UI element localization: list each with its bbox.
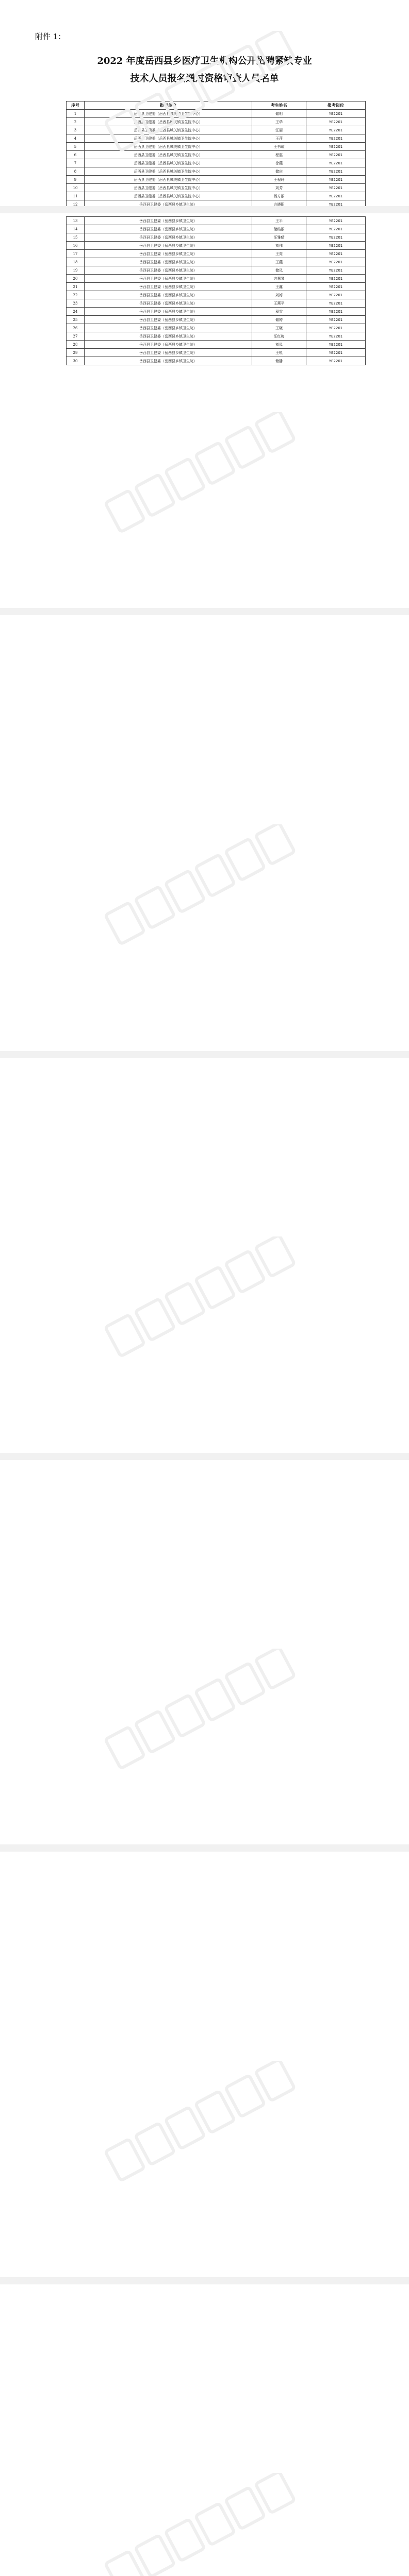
candidate-name: 刘凤	[252, 341, 306, 349]
candidate-name: 王亮	[252, 250, 306, 258]
column-header: 报考岗位	[306, 101, 366, 110]
position-code: YE2201	[306, 316, 366, 324]
column-header: 考生姓名	[252, 101, 306, 110]
table-row	[67, 324, 366, 332]
position-code: YE2201	[306, 291, 366, 299]
applied-unit: 岳西县卫健委（岳西县乡镇卫生院）	[85, 299, 252, 308]
row-number: 16	[67, 242, 85, 250]
table-row	[67, 233, 366, 242]
candidate-name: 储结丽	[252, 225, 306, 233]
document-subtitle: 技术人员报名通过资格审查人员名单	[130, 73, 279, 84]
row-number: 7	[67, 159, 85, 167]
table-row	[67, 291, 366, 299]
applied-unit: 岳西县卫健委（岳西县乡镇卫生院）	[85, 332, 252, 341]
watermark-icon	[93, 1649, 315, 1772]
table-row	[67, 118, 366, 126]
row-number: 18	[67, 258, 85, 266]
row-number: 30	[67, 357, 85, 365]
row-number: 5	[67, 143, 85, 151]
position-code: YE2201	[306, 275, 366, 283]
table-row	[67, 192, 366, 200]
candidate-name: 程雪	[252, 308, 306, 316]
applied-unit: 岳西县卫健委（岳西县乡镇卫生院）	[85, 316, 252, 324]
row-number: 28	[67, 341, 85, 349]
column-header: 序号	[67, 101, 85, 110]
applied-unit: 岳西县卫健委（岳西县城关镇卫生院中心）	[85, 192, 252, 200]
page-separator	[0, 2277, 409, 2284]
position-code: YE2201	[306, 143, 366, 151]
applied-unit: 岳西县卫健委（岳西县城关镇卫生院中心）	[85, 143, 252, 151]
table-row	[67, 250, 366, 258]
row-number: 17	[67, 250, 85, 258]
page-separator	[0, 206, 409, 213]
applied-unit: 岳西县卫健委（岳西县乡镇卫生院）	[85, 217, 252, 225]
table-header-row	[67, 101, 366, 110]
row-number: 21	[67, 283, 85, 291]
position-code: YE2201	[306, 299, 366, 308]
candidate-name: 王书琼	[252, 143, 306, 151]
table-row	[67, 341, 366, 349]
table-row	[67, 258, 366, 266]
row-number: 19	[67, 266, 85, 275]
roster-table	[66, 216, 366, 365]
watermark-icon	[93, 824, 315, 948]
applied-unit: 岳西县卫健委（岳西县乡镇卫生院）	[85, 275, 252, 283]
candidate-name: 汪丽	[252, 126, 306, 134]
position-code: YE2201	[306, 200, 366, 209]
applied-unit: 岳西县卫健委（岳西县城关镇卫生院中心）	[85, 126, 252, 134]
applied-unit: 岳西县卫健委（岳西县乡镇卫生院）	[85, 291, 252, 299]
page-separator	[0, 1453, 409, 1460]
position-code: YE2201	[306, 242, 366, 250]
position-code: YE2201	[306, 233, 366, 242]
applied-unit: 岳西县卫健委（岳西县城关镇卫生院中心）	[85, 134, 252, 143]
table-row	[67, 110, 366, 118]
row-number: 2	[67, 118, 85, 126]
row-number: 3	[67, 126, 85, 134]
position-code: YE2201	[306, 118, 366, 126]
applied-unit: 岳西县卫健委（岳西县乡镇卫生院）	[85, 233, 252, 242]
applied-unit: 岳西县卫健委（岳西县城关镇卫生院中心）	[85, 151, 252, 159]
table-row	[67, 184, 366, 192]
applied-unit: 岳西县卫健委（岳西县乡镇卫生院）	[85, 258, 252, 266]
table-row	[67, 266, 366, 275]
candidate-name: 储静	[252, 357, 306, 365]
candidate-name: 程惠	[252, 151, 306, 159]
row-number: 4	[67, 134, 85, 143]
candidate-name: 储婷	[252, 316, 306, 324]
candidate-name: 汪雅晴	[252, 233, 306, 242]
candidate-name: 刘婷	[252, 291, 306, 299]
row-number: 6	[67, 151, 85, 159]
page-separator	[0, 1844, 409, 1852]
row-number: 20	[67, 275, 85, 283]
table-row	[67, 242, 366, 250]
table-row	[67, 349, 366, 357]
candidate-name: 王萍	[252, 134, 306, 143]
position-code: YE2201	[306, 258, 366, 266]
candidate-name: 储庆	[252, 167, 306, 176]
table-row	[67, 357, 366, 365]
position-code: YE2201	[306, 250, 366, 258]
row-number: 15	[67, 233, 85, 242]
applied-unit: 岳西县卫健委（岳西县乡镇卫生院）	[85, 200, 252, 209]
page-separator	[0, 1051, 409, 1058]
table-row	[67, 316, 366, 324]
position-code: YE2201	[306, 184, 366, 192]
table-row	[67, 275, 366, 283]
row-number: 11	[67, 192, 85, 200]
document-title: 2022 年度岳西县乡医疗卫生机构公开招聘紧缺专业	[97, 56, 312, 66]
applied-unit: 岳西县卫健委（岳西县乡镇卫生院）	[85, 242, 252, 250]
table-row	[67, 159, 366, 167]
table-row	[67, 126, 366, 134]
candidate-name: 王锐	[252, 349, 306, 357]
row-number: 29	[67, 349, 85, 357]
table-row	[67, 225, 366, 233]
watermark-icon	[93, 1236, 315, 1360]
row-number: 25	[67, 316, 85, 324]
applied-unit: 岳西县卫健委（岳西县乡镇卫生院）	[85, 225, 252, 233]
roster-table	[66, 101, 366, 209]
position-code: YE2201	[306, 159, 366, 167]
position-code: YE2201	[306, 110, 366, 118]
position-code: YE2201	[306, 357, 366, 365]
table-row	[67, 134, 366, 143]
candidate-name: 方晓阳	[252, 200, 306, 209]
applied-unit: 岳西县卫健委（岳西县城关镇卫生院中心）	[85, 167, 252, 176]
applied-unit: 岳西县卫健委（岳西县乡镇卫生院）	[85, 324, 252, 332]
table-row	[67, 151, 366, 159]
row-number: 26	[67, 324, 85, 332]
position-code: YE2201	[306, 332, 366, 341]
table-row	[67, 176, 366, 184]
candidate-name: 王平	[252, 217, 306, 225]
position-code: YE2201	[306, 134, 366, 143]
position-code: YE2201	[306, 176, 366, 184]
table-row	[67, 167, 366, 176]
candidate-name: 杨方丽	[252, 192, 306, 200]
row-number: 10	[67, 184, 85, 192]
candidate-name: 汪红梅	[252, 332, 306, 341]
applied-unit: 岳西县卫健委（岳西县乡镇卫生院）	[85, 357, 252, 365]
watermark-icon	[93, 412, 315, 536]
applied-unit: 岳西县卫健委（岳西县城关镇卫生院中心）	[85, 159, 252, 167]
table-row	[67, 143, 366, 151]
applied-unit: 岳西县卫健委（岳西县乡镇卫生院）	[85, 341, 252, 349]
candidate-name: 王鑫	[252, 283, 306, 291]
table-row	[67, 299, 366, 308]
candidate-name: 王华	[252, 118, 306, 126]
table-row	[67, 217, 366, 225]
attachment-label: 附件 1：	[35, 32, 66, 41]
column-header: 报考单位	[85, 101, 252, 110]
row-number: 13	[67, 217, 85, 225]
candidate-name: 储明	[252, 110, 306, 118]
applied-unit: 岳西县卫健委（岳西县城关镇卫生院中心）	[85, 176, 252, 184]
candidate-name: 王程玲	[252, 176, 306, 184]
watermark-icon	[93, 2061, 315, 2184]
row-number: 14	[67, 225, 85, 233]
position-code: YE2201	[306, 151, 366, 159]
row-number: 27	[67, 332, 85, 341]
row-number: 12	[67, 200, 85, 209]
row-number: 9	[67, 176, 85, 184]
candidate-name: 徐燕	[252, 159, 306, 167]
position-code: YE2201	[306, 283, 366, 291]
applied-unit: 岳西县卫健委（岳西县乡镇卫生院）	[85, 349, 252, 357]
position-code: YE2201	[306, 225, 366, 233]
position-code: YE2201	[306, 266, 366, 275]
table-row	[67, 308, 366, 316]
applied-unit: 岳西县卫健委（岳西县城关镇卫生院中心）	[85, 110, 252, 118]
candidate-name: 王晓	[252, 324, 306, 332]
position-code: YE2201	[306, 349, 366, 357]
candidate-name: 王燕平	[252, 299, 306, 308]
applied-unit: 岳西县卫健委（岳西县乡镇卫生院）	[85, 308, 252, 316]
row-number: 23	[67, 299, 85, 308]
row-number: 22	[67, 291, 85, 299]
candidate-name: 王燕	[252, 258, 306, 266]
page-separator	[0, 608, 409, 615]
table-row	[67, 332, 366, 341]
applied-unit: 岳西县卫健委（岳西县乡镇卫生院）	[85, 283, 252, 291]
row-number: 8	[67, 167, 85, 176]
watermark-icon	[93, 2473, 315, 2576]
applied-unit: 岳西县卫健委（岳西县城关镇卫生院中心）	[85, 184, 252, 192]
position-code: YE2201	[306, 341, 366, 349]
position-code: YE2201	[306, 192, 366, 200]
row-number: 1	[67, 110, 85, 118]
row-number: 24	[67, 308, 85, 316]
candidate-name: 刘伟	[252, 242, 306, 250]
table-row	[67, 283, 366, 291]
position-code: YE2201	[306, 167, 366, 176]
applied-unit: 岳西县卫健委（岳西县乡镇卫生院）	[85, 266, 252, 275]
candidate-name: 储凤	[252, 266, 306, 275]
candidate-name: 方慧琴	[252, 275, 306, 283]
position-code: YE2201	[306, 308, 366, 316]
position-code: YE2201	[306, 324, 366, 332]
position-code: YE2201	[306, 217, 366, 225]
applied-unit: 岳西县卫健委（岳西县乡镇卫生院）	[85, 250, 252, 258]
applied-unit: 岳西县卫健委（岳西县城关镇卫生院中心）	[85, 118, 252, 126]
candidate-name: 刘芳	[252, 184, 306, 192]
position-code: YE2201	[306, 126, 366, 134]
